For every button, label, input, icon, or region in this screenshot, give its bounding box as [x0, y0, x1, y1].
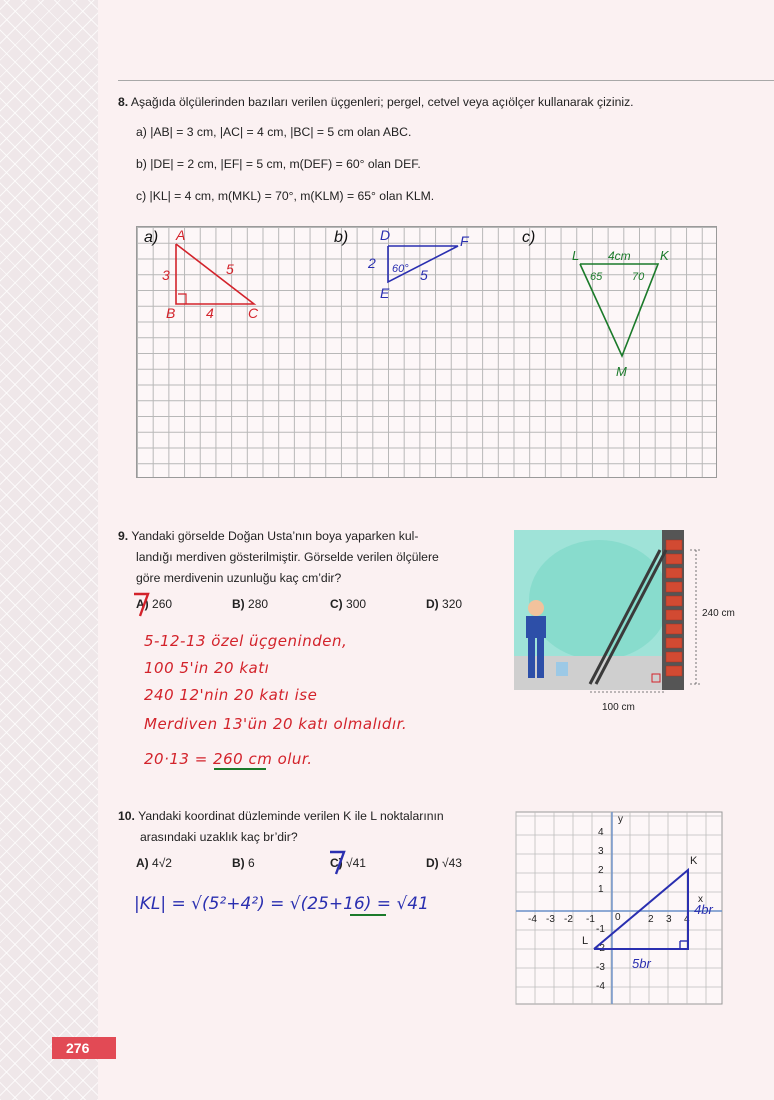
y-tick-neg2: -2 — [596, 943, 605, 954]
y-tick-3: 3 — [598, 846, 604, 857]
q10-line2: arasındaki uzaklık kaç br’dir? — [140, 830, 298, 844]
coordinate-plane — [514, 810, 724, 1006]
x-axis-label: x — [698, 894, 703, 905]
q8-part-a: a) |AB| = 3 cm, |AC| = 4 cm, |BC| = 5 cm olan ABC. — [136, 125, 412, 139]
q9-prompt — [118, 526, 488, 589]
vertex-c: C — [248, 305, 259, 321]
q9-solution-line4: Merdiven 13'ün 20 katı olmalıdır. — [144, 715, 408, 733]
q9-solution-line3: 240 12'nin 20 katı ise — [144, 686, 318, 704]
q9-option-a-letter: A) — [136, 597, 149, 611]
q10-line1: Yandaki koordinat düzleminde verilen K ile L noktalarının — [138, 809, 444, 823]
base-label: 100 cm — [602, 702, 635, 713]
q8-number: 8. — [118, 95, 129, 109]
page-number: 276 — [52, 1037, 116, 1059]
side-lk: 4cm — [608, 249, 631, 263]
q10-option-b-letter: B) — [232, 856, 245, 870]
x-tick-neg2: -2 — [564, 914, 573, 925]
label-b: b) — [334, 229, 349, 246]
q9-answer-mark — [130, 590, 154, 618]
x-tick-4: 4 — [684, 914, 690, 925]
top-rule — [118, 80, 774, 81]
q9-option-d[interactable] — [426, 597, 462, 611]
q9-option-b-value: 280 — [248, 597, 269, 611]
y-axis-label: y — [618, 814, 623, 825]
vertex-d: D — [380, 227, 391, 243]
side-bc: 4 — [206, 305, 214, 321]
y-tick-4: 4 — [598, 827, 604, 838]
q8-part-c: c) |KL| = 4 cm, m(MKL) = 70°, m(KLM) = 65° olan KLM. — [136, 189, 435, 203]
y-tick-neg1: -1 — [596, 924, 605, 935]
q9-option-a-value: 260 — [152, 597, 173, 611]
q10-prompt — [118, 806, 498, 848]
q10-option-d[interactable] — [426, 856, 462, 870]
q10-option-c-value: √41 — [346, 856, 366, 870]
x-tick-neg4: -4 — [528, 914, 537, 925]
origin-label: 0 — [615, 912, 621, 923]
q10-option-b[interactable] — [232, 856, 255, 870]
label-c: c) — [522, 229, 536, 246]
triangle-a — [176, 244, 254, 304]
side-ef: 5 — [420, 267, 428, 283]
q10-number: 10. — [118, 809, 135, 823]
q10-option-c-letter: C) — [330, 856, 343, 870]
vertex-a: A — [176, 227, 186, 243]
hw-vertical-length: 4br — [694, 902, 713, 917]
q9-option-c-letter: C) — [330, 597, 343, 611]
angle-k: 70 — [632, 271, 645, 283]
q9-line1: Yandaki görselde Doğan Usta’nın boya yaparken kul- — [131, 529, 419, 543]
q9-option-c-value: 300 — [346, 597, 367, 611]
y-tick-2: 2 — [598, 865, 604, 876]
q10-option-a-letter: A) — [136, 856, 149, 870]
vertex-m: M — [616, 364, 627, 379]
q9-line2: landığı merdiven gösterilmiştir. Görselde verilen ölçülere — [136, 550, 439, 564]
vertex-l: L — [572, 248, 580, 263]
q8-part-b: b) |DE| = 2 cm, |EF| = 5 cm, m(DEF) = 60° olan DEF. — [136, 157, 421, 171]
q9-solution-line2: 100 5'in 20 katı — [144, 659, 270, 677]
angle-l: 65 — [590, 271, 603, 283]
angle-e: 60° — [392, 263, 409, 275]
q10-solution: |KL| = √(5²+4²) = √(25+16) = √41 — [134, 894, 429, 914]
side-ac: 5 — [226, 261, 234, 277]
q10-option-d-letter: D) — [426, 856, 439, 870]
q10-option-b-value: 6 — [248, 856, 255, 870]
x-tick-neg1: -1 — [586, 914, 595, 925]
side-de: 2 — [368, 255, 376, 271]
height-label: 240 cm — [702, 608, 735, 619]
x-tick-neg3: -3 — [546, 914, 555, 925]
q10-answer-mark — [326, 848, 350, 876]
vertex-k: K — [660, 248, 669, 263]
side-pattern — [0, 0, 98, 1100]
point-l: L — [582, 935, 589, 947]
y-tick-neg4: -4 — [596, 981, 605, 992]
q10-option-a-value: 4√2 — [152, 856, 172, 870]
q9-option-c[interactable] — [330, 597, 366, 611]
q9-option-d-value: 320 — [442, 597, 463, 611]
vertex-b: B — [166, 305, 176, 321]
label-a: a) — [144, 229, 159, 246]
q9-solution-line5: 20·13 = 260 cm olur. — [144, 750, 313, 768]
q8-prompt — [118, 92, 758, 113]
q9-number: 9. — [118, 529, 129, 543]
side-ab: 3 — [162, 267, 170, 283]
q9-answer-underline — [214, 768, 266, 770]
q10-option-a[interactable] — [136, 856, 172, 870]
vertex-e: E — [380, 285, 390, 301]
q9-line3: göre merdivenin uzunluğu kaç cm’dir? — [136, 571, 342, 585]
point-k: K — [690, 855, 698, 867]
q9-option-b[interactable] — [232, 597, 268, 611]
q9-option-b-letter: B) — [232, 597, 245, 611]
vertex-f: F — [460, 233, 469, 249]
q9-figure — [514, 530, 744, 716]
q9-option-d-letter: D) — [426, 597, 439, 611]
y-tick-neg3: -3 — [596, 962, 605, 973]
y-tick-1: 1 — [598, 884, 604, 895]
x-tick-2: 2 — [648, 914, 654, 925]
q10-answer-underline — [350, 914, 386, 916]
q8-drawings — [136, 226, 717, 478]
q9-solution-line1: 5-12-13 özel üçgeninden, — [144, 632, 348, 650]
hw-horizontal-length: 5br — [632, 956, 651, 971]
q10-option-d-value: √43 — [442, 856, 462, 870]
x-tick-3: 3 — [666, 914, 672, 925]
q8-text: Aşağıda ölçülerinden bazıları verilen üçgenleri; pergel, cetvel veya açıölçer kullanarak çiziniz. — [130, 95, 634, 109]
